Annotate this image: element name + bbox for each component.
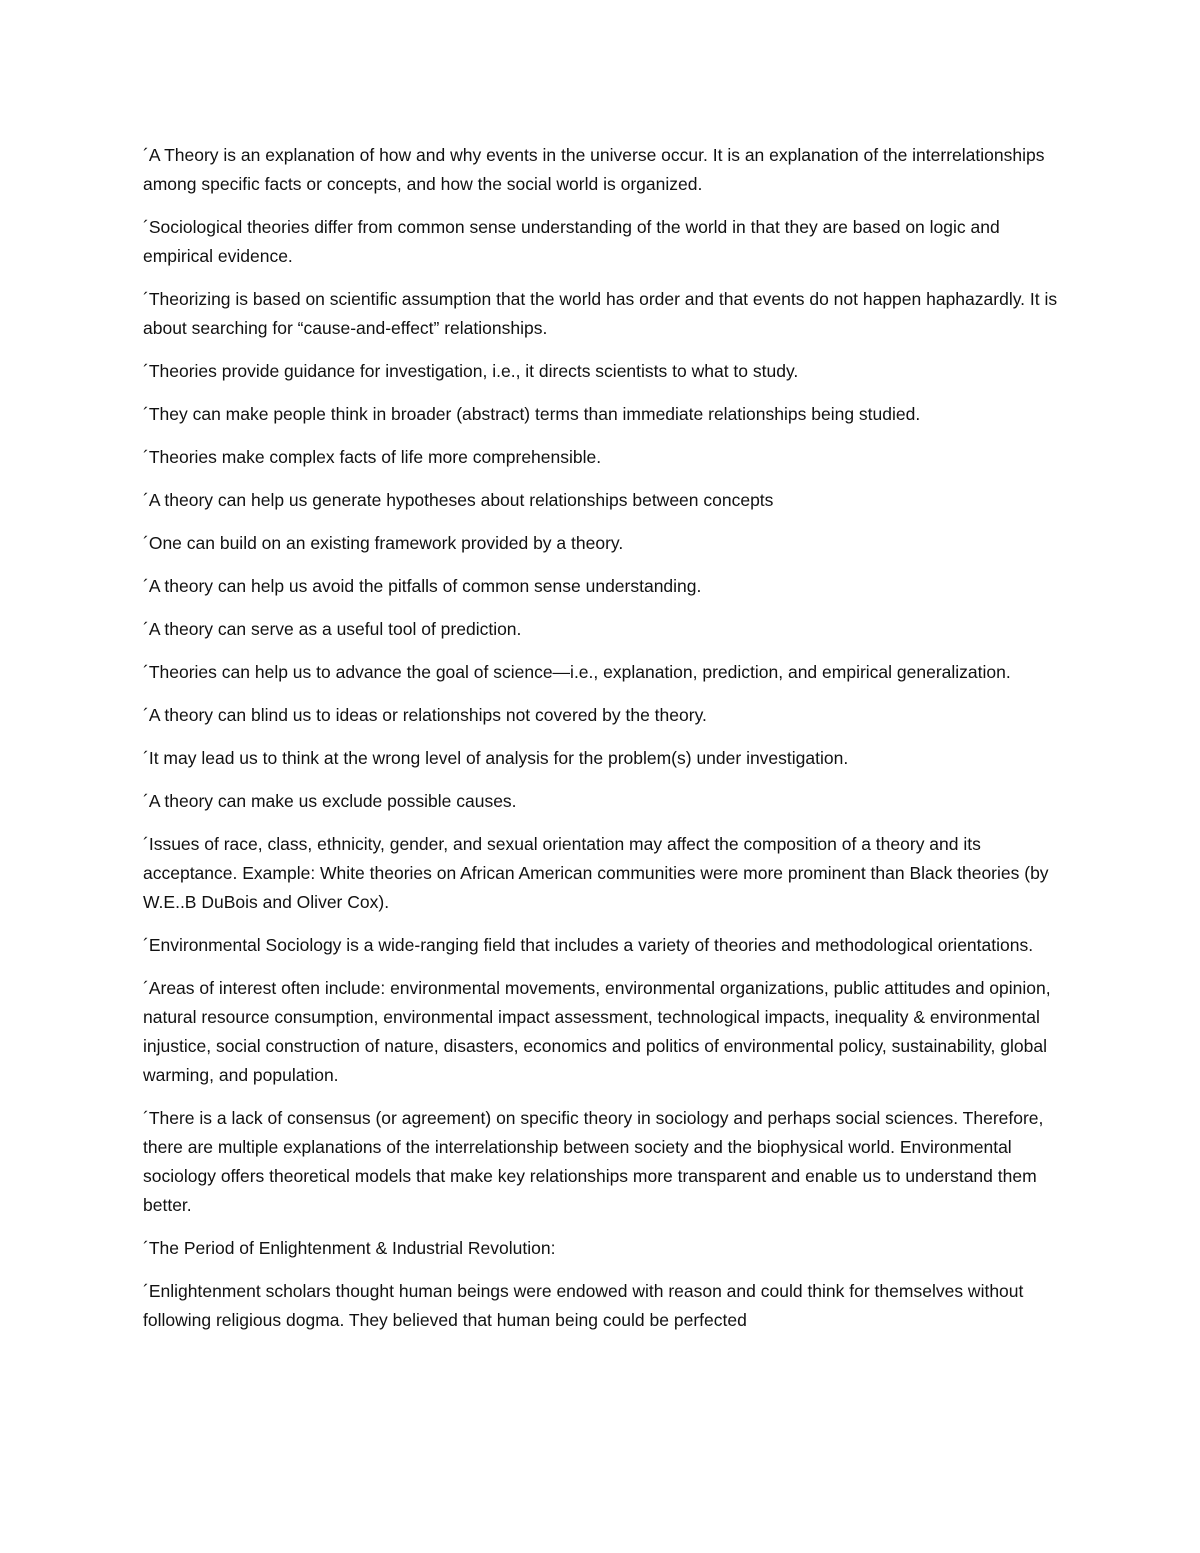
paragraph-lack-of-consensus: ´There is a lack of consensus (or agreement) on specific theory in sociology and perhaps social sciences. Therefore, there are multiple explanations of the interrelationship between society and the biophysical world. Environmental sociology offers theoretical models that make key relationships more transparent and enable us to understand them better. xyxy=(143,1108,1044,1215)
paragraph-blind-us: ´A theory can blind us to ideas or relationships not covered by the theory. xyxy=(143,705,707,725)
paragraph-theorizing: ´Theorizing is based on scientific assumption that the world has order and that events do not happen haphazardly. It is about searching for “cause-and-effect” relationships. xyxy=(143,289,1058,338)
paragraph-framework: ´One can build on an existing framework provided by a theory. xyxy=(143,533,624,553)
paragraph-enlightenment-heading: ´The Period of Enlightenment & Industrial Revolution: xyxy=(143,1238,556,1258)
paragraph-theory-definition: ´A Theory is an explanation of how and why events in the universe occur. It is an explanation of the interrelationships among specific facts or concepts, and how the social world is organized. xyxy=(143,145,1045,194)
paragraph-enlightenment-scholars: ´Enlightenment scholars thought human beings were endowed with reason and could think for themselves without following religious dogma. They believed that human being could be perfected xyxy=(143,1281,1024,1330)
paragraph-wrong-level: ´It may lead us to think at the wrong level of analysis for the problem(s) under investigation. xyxy=(143,748,849,768)
paragraph-guidance: ´Theories provide guidance for investigation, i.e., it directs scientists to what to study. xyxy=(143,361,799,381)
paragraph-exclude-causes: ´A theory can make us exclude possible causes. xyxy=(143,791,517,811)
paragraph-pitfalls: ´A theory can help us avoid the pitfalls of common sense understanding. xyxy=(143,576,702,596)
paragraph-hypotheses: ´A theory can help us generate hypotheses about relationships between concepts xyxy=(143,490,774,510)
paragraph-areas-of-interest: ´Areas of interest often include: environmental movements, environmental organizations, public attitudes and opinion, natural resource consumption, environmental impact assessment, technological impacts, inequality & environmental injustice, social construction of nature, disasters, economics and politics of environmental policy, sustainability, global warming, and population. xyxy=(143,978,1051,1085)
paragraph-race-class: ´Issues of race, class, ethnicity, gender, and sexual orientation may affect the composition of a theory and its acceptance. Example: White theories on African American communities were more prominent than Black theories (by W.E..B DuBois and Oliver Cox). xyxy=(143,834,1049,912)
paragraph-comprehensible: ´Theories make complex facts of life more comprehensible. xyxy=(143,447,602,467)
paragraph-environmental-sociology: ´Environmental Sociology is a wide-ranging field that includes a variety of theories and methodological orientations. xyxy=(143,935,1034,955)
paragraph-broader-terms: ´They can make people think in broader (abstract) terms than immediate relationships being studied. xyxy=(143,404,921,424)
paragraph-sociological-theories: ´Sociological theories differ from common sense understanding of the world in that they are based on logic and empirical evidence. xyxy=(143,217,1000,266)
document-body xyxy=(143,141,1063,1349)
paragraph-prediction: ´A theory can serve as a useful tool of prediction. xyxy=(143,619,522,639)
paragraph-goal-of-science: ´Theories can help us to advance the goal of science—i.e., explanation, prediction, and empirical generalization. xyxy=(143,662,1011,682)
